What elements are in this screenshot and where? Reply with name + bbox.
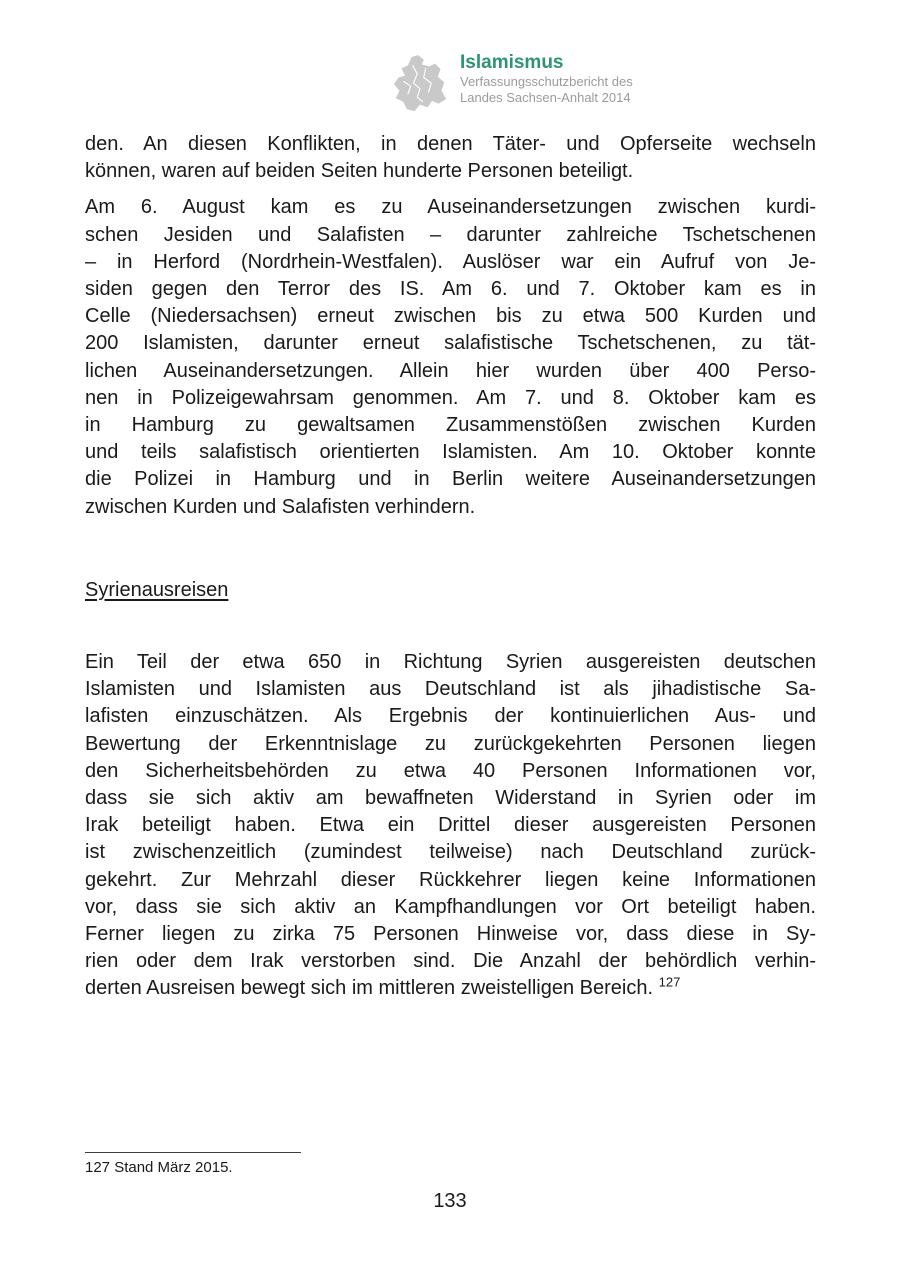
- text-line: ist zwischenzeitlich (zumindest teilweise) nach Deutschland zurück-: [85, 841, 816, 864]
- text-line: in Hamburg zu gewaltsamen Zusammenstößen zwischen Kurden: [85, 414, 816, 437]
- text-line: rien oder dem Irak verstorben sind. Die Anzahl der behördlich verhin-: [85, 950, 816, 973]
- sachsen-anhalt-map-icon: [392, 54, 448, 116]
- report-subtitle-line1: Verfassungsschutzbericht des: [460, 74, 633, 89]
- text-line: gekehrt. Zur Mehrzahl dieser Rückkehrer liegen keine Informationen: [85, 868, 816, 891]
- footnote-ref: 127: [658, 974, 681, 990]
- text-line: 200 Islamisten, darunter erneut salafistische Tschetschenen, zu tät-: [85, 332, 816, 355]
- text-line: und teils salafistisch orientierten Islamisten. Am 10. Oktober konnte: [85, 441, 816, 464]
- text-line: lafisten einzuschätzen. Als Ergebnis der kontinuierlichen Aus- und: [85, 705, 816, 728]
- report-subtitle-line2: Landes Sachsen-Anhalt 2014: [460, 89, 631, 105]
- paragraph-2: [85, 194, 816, 520]
- paragraph-3: [85, 649, 816, 1003]
- text-line: Ein Teil der etwa 650 in Richtung Syrien ausgereisten deutschen: [85, 651, 816, 674]
- footnote-block: [85, 1152, 816, 1176]
- section-heading: Syrienausreisen: [85, 578, 229, 601]
- text-line: Irak beteiligt haben. Etwa ein Drittel dieser ausgereisten Personen: [85, 814, 816, 837]
- text-line: Celle (Niedersachsen) erneut zwischen bis zu etwa 500 Kurden und: [85, 305, 816, 328]
- body-text: [85, 131, 816, 1012]
- text-line: die Polizei in Hamburg und in Berlin weitere Auseinandersetzungen: [85, 468, 816, 491]
- text-line: Bewertung der Erkenntnislage zu zurückgekehrten Personen liegen: [85, 732, 816, 755]
- text-line: Am 6. August kam es zu Auseinandersetzungen zwischen kurdi-: [85, 196, 816, 219]
- text-line: nen in Polizeigewahrsam genommen. Am 7. und 8. Oktober kam es: [85, 386, 816, 409]
- report-header: [392, 52, 633, 116]
- text-line: vor, dass sie sich aktiv an Kampfhandlungen vor Ort beteiligt haben.: [85, 895, 816, 918]
- text-line: derten Ausreisen bewegt sich im mittleren zweistelligen Bereich. $^{127}$: [85, 974, 681, 1000]
- text-line: den. An diesen Konflikten, in denen Täter- und Opferseite wechseln: [85, 133, 816, 155]
- text-line: den Sicherheitsbehörden zu etwa 40 Personen Informationen vor,: [85, 759, 816, 782]
- text-line: lichen Auseinandersetzungen. Allein hier wurden über 400 Perso-: [85, 359, 816, 382]
- text-line: können, waren auf beiden Seiten hunderte Personen beteiligt.: [85, 160, 634, 183]
- report-header-text: [460, 52, 633, 105]
- page-number: 133: [433, 1190, 467, 1212]
- text-line: dass sie sich aktiv am bewaffneten Widerstand in Syrien oder im: [85, 787, 816, 810]
- footnote-text: 127 Stand März 2015.: [85, 1159, 233, 1176]
- text-line: schen Jesiden und Salafisten – darunter zahlreiche Tschetschenen: [85, 223, 816, 246]
- paragraph-1: [85, 131, 816, 185]
- text-line: Islamisten und Islamisten aus Deutschland ist als jihadistische Sa-: [85, 678, 816, 701]
- text-line: Ferner liegen zu zirka 75 Personen Hinweise vor, dass diese in Sy-: [85, 923, 816, 946]
- text-line: – in Herford (Nordrhein-Westfalen). Auslöser war ein Aufruf von Je-: [85, 250, 816, 273]
- text-line: zwischen Kurden und Salafisten verhindern.: [85, 495, 476, 518]
- footnote-separator: [85, 1152, 301, 1153]
- report-section-title: Islamismus: [460, 52, 564, 73]
- text-line: siden gegen den Terror des IS. Am 6. und 7. Oktober kam es in: [85, 278, 816, 301]
